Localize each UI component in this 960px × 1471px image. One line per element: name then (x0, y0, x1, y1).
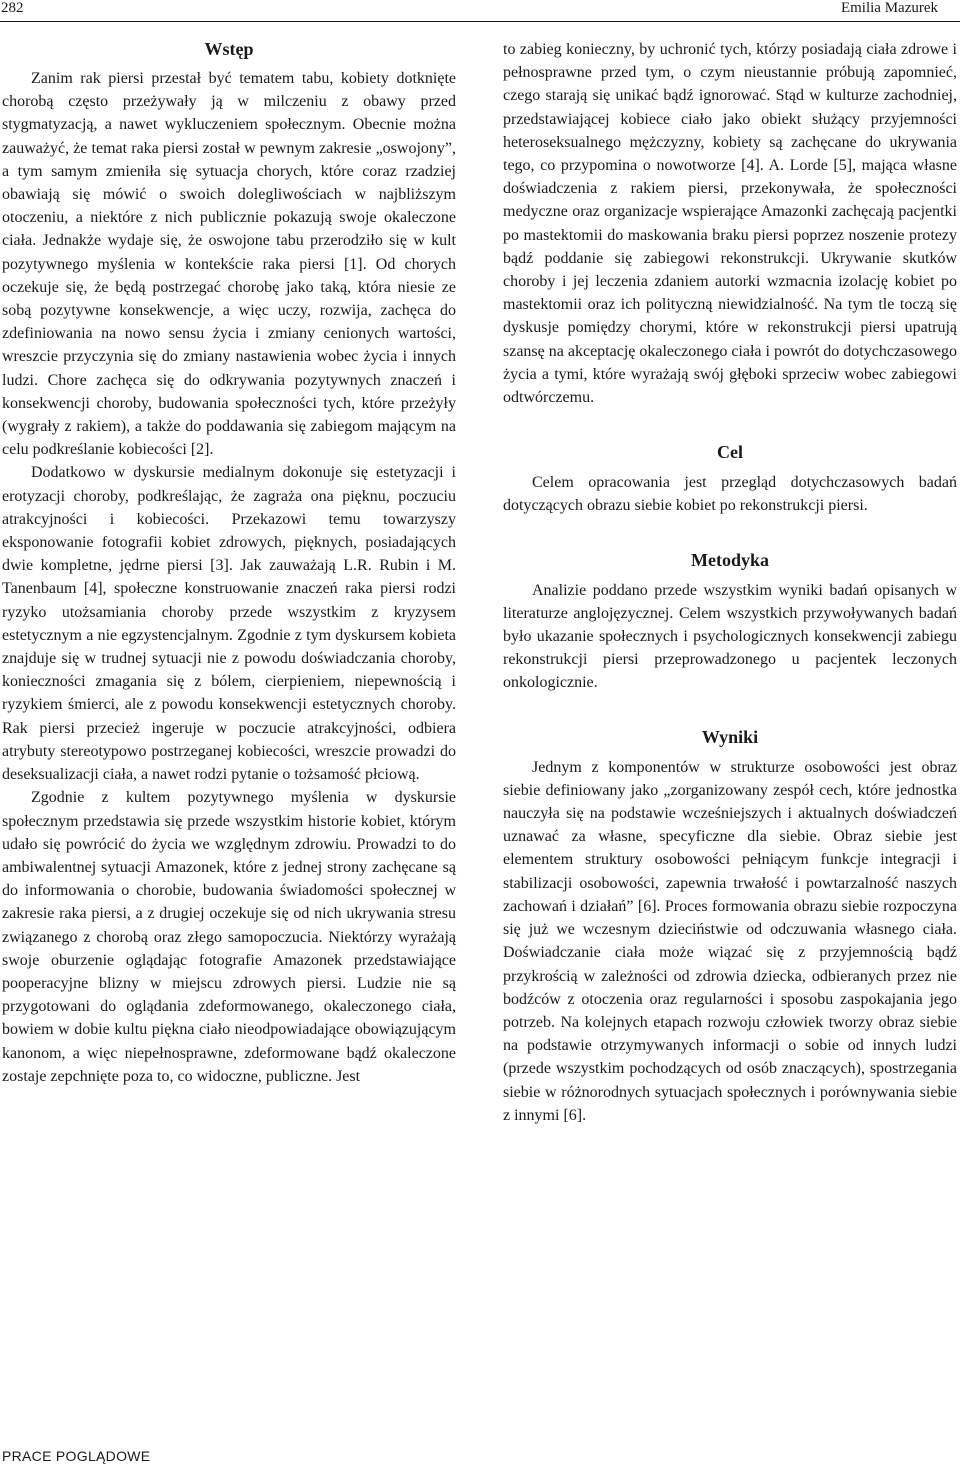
body-paragraph: Jednym z komponentów w strukturze osobowości jest obraz siebie definiowany jako „zorganizowany zespół cech, które jednostka nauczyła się na podstawie wcześniejszych i aktualnych doświadczeń uznawać za własne, specyficzne dla siebie. Obraz siebie jest elementem struktury osobowości pełniącym funkcje integracji i stabilizacji osobowości, zapewnia trwałość i powtarzalność naszych zachowań i działań” [6]. Proces formowania obrazu siebie rozpoczyna się już we wczesnym dzieciństwie od odczuwania własnego ciała. Doświadczanie ciała może wiązać się z przyjemnością bądź przykrością w zależności od zdrowia dziecka, odbieranych przez nie bodźców z otoczenia oraz regularności i sposobu zaspokajania jego potrzeb. Na kolejnych etapach rozwoju człowiek tworzy obraz siebie na podstawie otrzymywanych informacji o sobie od innych ludzi (przede wszystkim pochodzących od osób znaczących), spostrzegania siebie w różnorodnych sytuacjach społecznych i porównywania siebie z innymi [6]. (503, 758, 957, 1124)
section-heading-metodyka: Metodyka (691, 549, 769, 570)
body-paragraph: Zanim rak piersi przestał być tematem tabu, kobiety dotknięte chorobą często przeżywały ją w milczeniu z obawy przed stygmatyzacją, a nawet wykluczeniem społecznym. Obecnie można zauważyć, że temat raka piersi został w pewnym zakresie „oswojony”, a tym samym zmieniła się sytuacja chorych, które coraz rzadziej obawiają się mówić o swoich dolegliwościach w najbliższym otoczeniu, a niektóre z nich publicznie pokazują swoje okaleczone ciała. Jednakże wydaje się, że oswojone tabu przerodziło się w kult pozytywnego myślenia w kontekście raka piersi [1]. Od chorych oczekuje się, że będą postrzegać chorobę jako taką, która niesie ze sobą pozytywne konsekwencje, a więc uczy, rozwija, zachęca do zdefiniowania na nowo sensu życia i zmiany cenionych wartości, wreszcie przyczynia się do zmiany nastawienia wobec życia i innych ludzi. Chore zachęca się do odkrywania pozytywnych znaczeń i konsekwencji choroby, budowania społeczności tych, które przeżyły (wygrały z rakiem), a także do poddawania się zabiegom mającym na celu podkreślanie kobiecości [2]. (2, 70, 456, 459)
running-head (0, 0, 960, 20)
body-paragraph: Analizie poddano przede wszystkim wyniki badań opisanych w literaturze anglojęzycznej. Celem wszystkich przywoływanych badań było ukazanie społecznych i psychologicznych konsekwencji zabiegu rekonstrukcji piersi przeprowadzonego u pacjentek leczonych onkologicznie. (503, 581, 957, 692)
footer-section-label: PRACE POGLĄDOWE (2, 1448, 151, 1464)
running-head-author: Emilia Mazurek (840, 0, 938, 16)
header-rule (0, 21, 960, 22)
page-number: 282 (1, 0, 24, 16)
body-paragraph: Zgodnie z kultem pozytywnego myślenia w dyskursie społecznym przedstawia się przede wszystkim historie kobiet, którym udało się powrócić do życia we względnym zdrowiu. Prowadzi to do ambiwalentnej sytuacji Amazonek, które z jednej strony zachęcane są do informowania o chorobie, budowania świadomości społecznej w zakresie raka piersi, a z drugiej oczekuje się od nich ukrywania stresu związanego z chorobą oraz złego samopoczucia. Niektórzy wyrażają swoje oburzenie oglądając fotografie Amazonek przedstawiające pooperacyjne blizny w miejscu zdrowych piersi. Ludzie nie są przygotowani do oglądania zdeformowanego, okaleczonego ciała, bowiem w dobie kultu piękna ciało nieodpowiadające obowiązującym kanonom, a więc niepełnosprawne, zdeformowane bądź okaleczone zostaje zepchnięte poza to, co widoczne, publiczne. Jest (2, 789, 456, 1085)
right-column (503, 38, 957, 1127)
left-column (2, 38, 456, 1088)
body-paragraph-continued: to zabieg konieczny, by uchronić tych, którzy posiadają ciała zdrowe i pełnosprawne przed tym, o czym nieustannie próbują zapomnieć, czego starają się unikać bądź ignorować. Stąd w kulturze zachodniej, przedstawiającej kobiece ciało jako obiekt służący przyjemności heteroseksualnego mężczyzny, kobiety są zachęcane do ukrywania tego, co przypomina o nowotworze [4]. A. Lorde [5], mająca własne doświadczenia z rakiem piersi, przekonywała, że społeczności medyczne oraz organizacje wspierające Amazonki zachęcają pacjentki po mastektomii do maskowania braku piersi poprzez noszenie protezy bądź poddanie się zabiegowi rekonstrukcji. Ukrywanie skutków choroby i jej leczenia zdaniem autorki wzmacnia izolację kobiet po mastektomii oraz ich polityczną niewidzialność. Na tym tle toczą się dyskusje pomiędzy chorymi, które w rekonstrukcji piersi upatrują szansę na akceptację okaleczonego ciała i powrót do dotychczasowego życia a tymi, które wyrażają swój głęboki sprzeciw wobec zabiegowi odtwórczemu. (503, 41, 958, 407)
section-heading-cel: Cel (717, 442, 743, 463)
body-paragraph: Dodatkowo w dyskursie medialnym dokonuje się estetyzacji i erotyzacji choroby, podkreślając, że zagraża ona pięknu, poczuciu atrakcyjności i kobiecości. Przekazowi temu towarzyszy eksponowanie fotografii kobiet zdrowych, pięknych, posiadających dwie kompletne, jędrne piersi [3]. Jak zauważają L.R. Rubin i M. Tanenbaum [4], społeczne konstruowanie znaczeń raka piersi rodzi ryzyko utożsamiania choroby przede wszystkim z kryzysem estetycznym a nie egzystencjalnym. Zgodnie z tym dyskursem kobieta znajduje się w trudnej sytuacji nie z powodu doświadczania choroby, konieczności zmagania się z bólem, cierpieniem, niepewnością i ryzykiem śmierci, ale z powodu konsekwencji estetycznych choroby. Rak piersi przecież ingeruje w poczucie atrakcyjności, odbiera atrybuty stereotypowo postrzeganej kobiecości, wreszcie prowadzi do deseksualizacji ciała, a nawet rodzi pytanie o tożsamość płciową. (2, 464, 456, 784)
section-heading-wyniki: Wyniki (701, 726, 759, 747)
body-paragraph: Celem opracowania jest przegląd dotychczasowych badań dotyczących obrazu siebie kobiet po rekonstrukcji piersi. (503, 474, 957, 515)
section-heading-intro: Wstęp (204, 39, 254, 59)
